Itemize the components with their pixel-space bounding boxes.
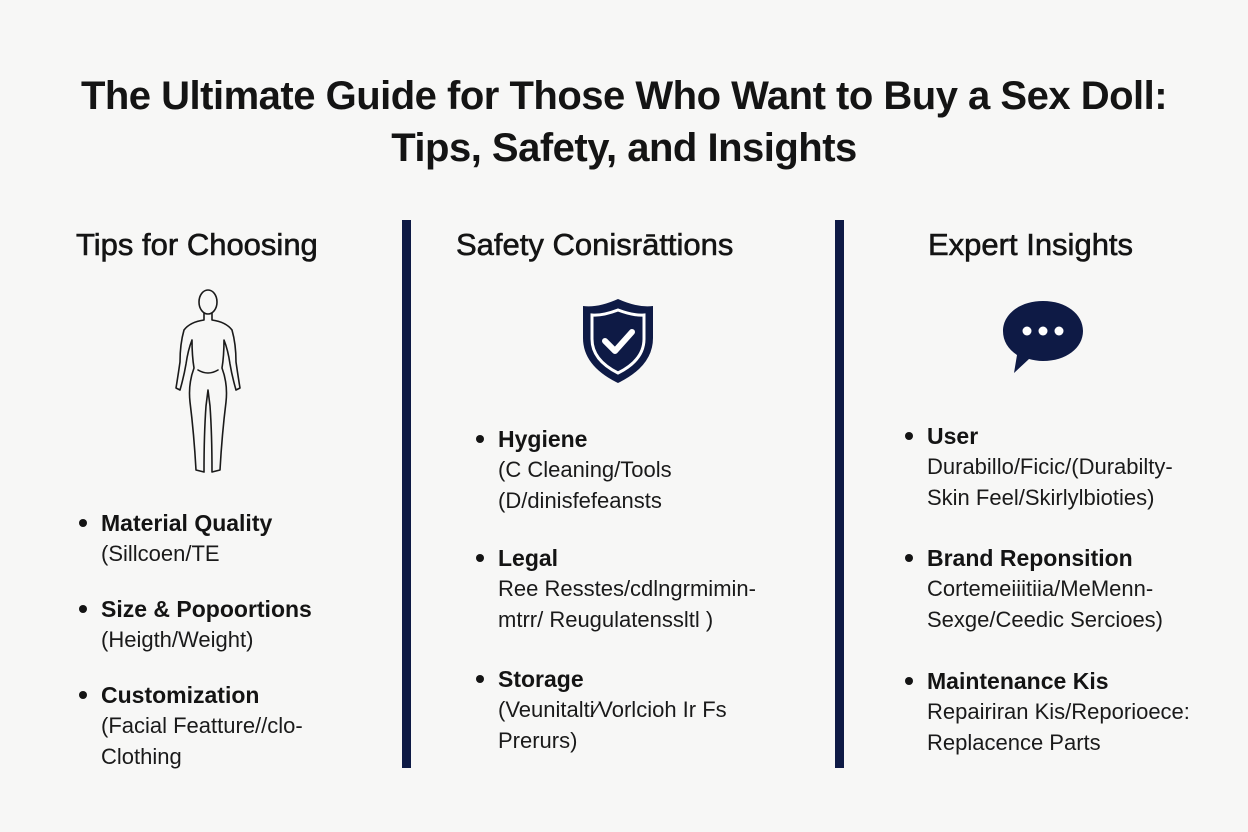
bullet-icon xyxy=(476,675,484,683)
list-item xyxy=(101,508,272,569)
item-detail: (Sillcoen/TE xyxy=(101,541,220,566)
item-detail: (C Cleaning/Tools (D/dinisfefeansts xyxy=(498,457,672,513)
item-title: Legal xyxy=(498,545,559,571)
item-title: Storage xyxy=(498,666,584,692)
item-detail: (Heigth/Weight) xyxy=(101,627,254,652)
chat-bubble-icon xyxy=(1000,298,1086,381)
list-item xyxy=(498,664,727,756)
item-title: Brand Reponsition xyxy=(927,545,1133,571)
column-divider-right xyxy=(835,220,844,768)
item-title: Material Quality xyxy=(101,510,273,536)
human-figure-icon xyxy=(168,284,248,485)
item-detail: Repairiran Kis/Reporioece: Replacence Parts xyxy=(927,699,1190,755)
column-heading-safety: Safety Conisrāttions xyxy=(456,227,734,262)
list-item xyxy=(101,594,312,655)
bullet-icon xyxy=(79,605,87,613)
bullet-icon xyxy=(476,435,484,443)
column-heading-insights: Expert Insights xyxy=(928,227,1134,262)
item-detail: (Veunitalti∕Vorlcioh Ir Fs Prerurs) xyxy=(498,697,727,753)
item-title: Size & Popoortions xyxy=(101,596,312,622)
page-title xyxy=(0,70,1248,174)
list-item xyxy=(498,424,672,516)
bullet-icon xyxy=(905,677,913,685)
item-title: Customization xyxy=(101,682,260,708)
bullet-icon xyxy=(905,432,913,440)
title-line-2: Tips, Safety, and Insights xyxy=(391,126,857,170)
list-item xyxy=(927,543,1163,635)
item-title: Hygiene xyxy=(498,426,588,452)
item-detail: Ree Resstes/cdlngrmimin- mtrr/ Reugulatenssltl ) xyxy=(498,576,756,632)
item-detail: (Facial Featture//clo- Clothing xyxy=(101,713,303,769)
title-line-1: The Ultimate Guide for Those Who Want to Buy a Sex Doll: xyxy=(80,74,1168,118)
item-title: Maintenance Kis xyxy=(927,668,1109,694)
list-item xyxy=(498,543,756,635)
shield-check-icon xyxy=(580,296,656,391)
item-detail: Cortemeiiitiia/MeMenn- Sexge/Ceedic Sercioes) xyxy=(927,576,1164,632)
bullet-icon xyxy=(79,691,87,699)
list-item xyxy=(101,680,303,772)
bullet-icon xyxy=(79,519,87,527)
bullet-icon xyxy=(476,554,484,562)
item-title: User xyxy=(927,423,979,449)
column-heading-tips: Tips for Choosing xyxy=(76,227,318,262)
list-item xyxy=(927,421,1173,513)
list-item xyxy=(927,666,1190,758)
bullet-icon xyxy=(905,554,913,562)
column-divider-left xyxy=(402,220,411,768)
item-detail: Durabillo/Ficic/(Durabilty- Skin Feel/Skirlylbioties) xyxy=(927,454,1173,510)
